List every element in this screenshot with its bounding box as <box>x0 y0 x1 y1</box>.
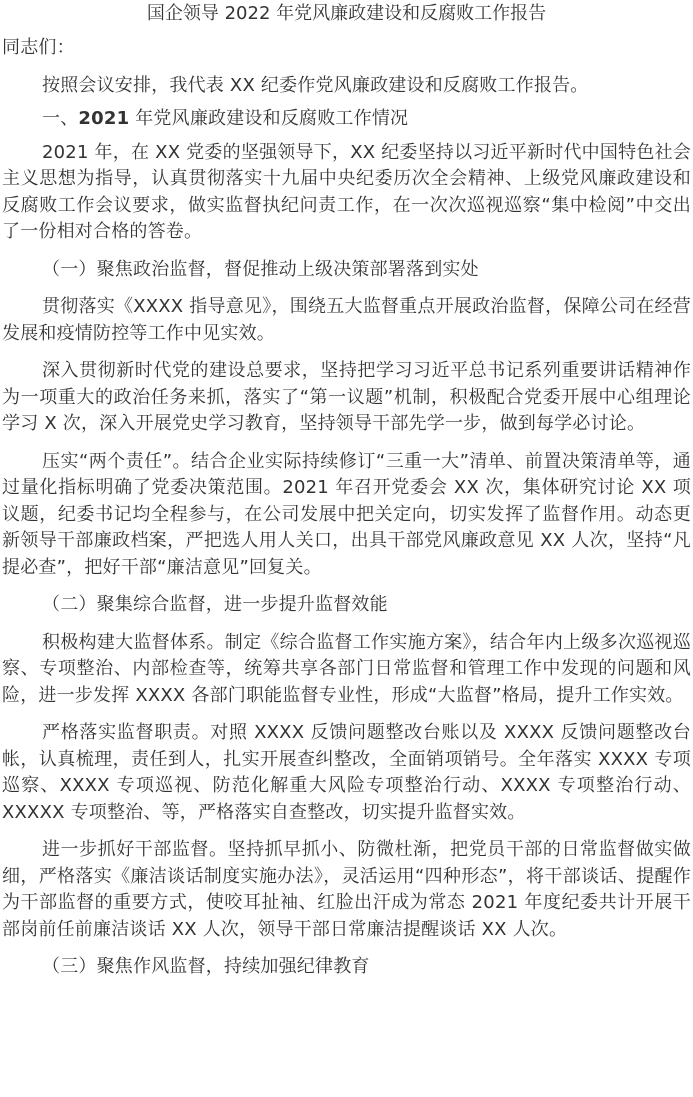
section-heading-text: 年党风廉政建设和反腐败工作情况 <box>129 108 409 129</box>
subsection-heading-2: （二）聚集综合监督，进一步提升监督效能 <box>42 594 388 615</box>
paragraph-guidance: 贯彻落实《XXXX 指导意见》，围绕五大监督重点开展政治监督，保障公司在经营发展和疫情防控等工作中见实效。 <box>2 296 691 344</box>
paragraph-responsibility: 压实“两个责任”。结合企业实际持续修订“三重一大”清单、前置决策清单等，通过量化指标明确了党委决策范围。2021 年召开党委会 XX 次，集体研究讨论 XX 项议题，纪委书记均全程参与，在公司发展中把关定向，切实发挥了监督作用。动态更新领导干部廉政档案，严把选人用人关口，出具干部党风廉政意见 XX 人次，坚持“凡提必查”，把好干部“廉洁意见”回复关。 <box>2 450 691 578</box>
salutation: 同志们： <box>2 37 75 58</box>
section-heading-1 <box>2 106 691 133</box>
section-heading-year: 2021 <box>78 108 130 129</box>
subsection-heading-1: （一）聚焦政治监督，督促推动上级决策部署落到实处 <box>42 258 479 280</box>
paragraph-study: 深入贯彻新时代党的建设总要求，坚持把学习习近平总书记系列重要讲话精神作为一项重大的政治任务来抓，落实了“第一议题”机制，积极配合党委开展中心组理论学习 X 次，深入开展党史学习教育，坚持领导干部先学一步，做到每学必讨论。 <box>2 360 691 434</box>
document-title: 国企领导 2022 年党风廉政建设和反腐败工作报告 <box>146 3 547 24</box>
paragraph-supervision-duty: 严格落实监督职责。对照 XXXX 反馈问题整改台账以及 XXXX 反馈问题整改台帐，认真梳理，责任到人，扎实开展查纠整改，全面销项销号。全年落实 XXXX 专项巡察、XXXX 专项巡视、防范化解重大风险专项整治行动、XXXX 专项整治行动、XXXXX 专项整治、等，严格落实自查整改，切实提升监督实效。 <box>2 722 691 823</box>
intro-paragraph: 按照会议安排，我代表 XX 纪委作党风廉政建设和反腐败工作报告。 <box>42 74 589 96</box>
paragraph-overview: 2021 年，在 XX 党委的坚强领导下，XX 纪委坚持以习近平新时代中国特色社会主义思想为指导，认真贯彻落实十九届中央纪委历次全会精神、上级党风廉政建设和反腐败工作会议要求，做实监督执纪问责工作，在一次次巡视巡察“集中检阅”中交出了一份相对合格的答卷。 <box>2 141 691 242</box>
section-heading-prefix: 一、 <box>42 108 79 129</box>
paragraph-cadre-supervision: 进一步抓好干部监督。坚持抓早抓小、防微杜渐，把党员干部的日常监督做实做细，严格落实《廉洁谈话制度实施办法》，灵活运用“四种形态”，将干部谈话、提醒作为干部监督的重要方式，使咬耳扯袖、红脸出汗成为常态 2021 年度纪委共计开展干部岗前任前廉洁谈话 XX 人次，领导干部日常廉洁提醒谈话 XX 人次。 <box>2 839 691 940</box>
paragraph-supervision-system: 积极构建大监督体系。制定《综合监督工作实施方案》，结合年内上级多次巡视巡察、专项整治、内部检查等，统筹共享各部门日常监督和管理工作中发现的问题和风险，进一步发挥 XXXX 各部门职能监督专业性，形成“大监督”格局，提升工作实效。 <box>2 631 691 706</box>
subsection-heading-3: （三）聚焦作风监督，持续加强纪律教育 <box>42 956 370 977</box>
